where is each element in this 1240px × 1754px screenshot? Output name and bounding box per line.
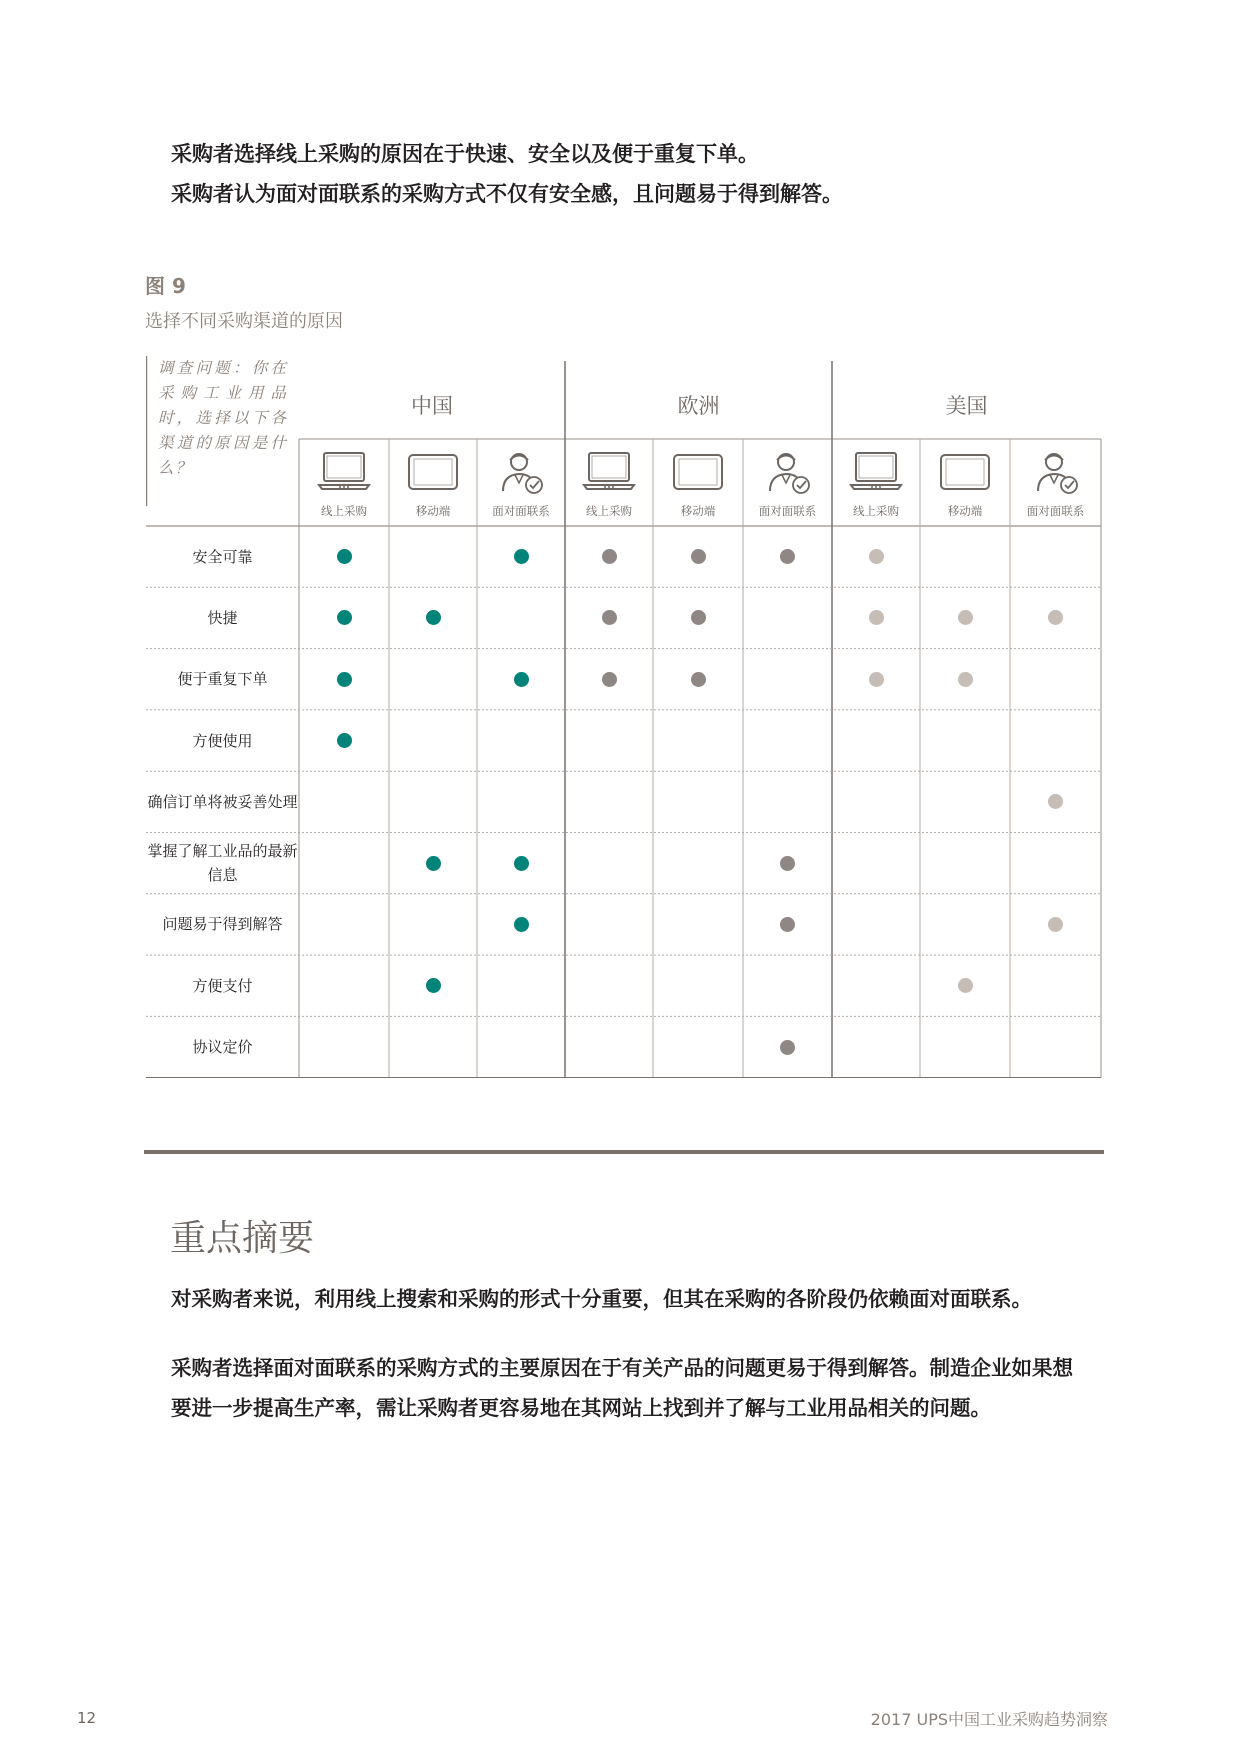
survey-question: 调查问题：你在采购工业用品时，选择以下各渠道的原因是什么？ xyxy=(158,359,288,477)
footer-title: 2017 UPS中国工业采购趋势洞察 xyxy=(870,1710,1108,1729)
intro xyxy=(171,142,843,222)
reason-dot xyxy=(869,549,884,564)
laptop-icon xyxy=(581,449,637,495)
summary-paragraph-2: 采购者选择面对面联系的采购方式的主要原因在于有关产品的问题更易于得到解答。制造企业如果想要进一步提高生产率，需让采购者更容易地在其网站上找到并了解与工业用品相关的问题。 xyxy=(171,1356,1073,1420)
reason-dot xyxy=(602,610,617,625)
reason-dot xyxy=(691,549,706,564)
intro-line-2: 采购者认为面对面联系的采购方式不仅有安全感，且问题易于得到解答。 xyxy=(171,182,843,206)
row-label: 方便支付 xyxy=(192,976,253,995)
reason-dot xyxy=(958,672,973,687)
person-check-icon xyxy=(760,449,816,495)
reason-dot xyxy=(337,549,352,564)
reason-dot xyxy=(958,610,973,625)
reason-dot xyxy=(602,549,617,564)
page-number: 12 xyxy=(77,1709,97,1727)
tablet-icon xyxy=(670,449,726,495)
reason-dot xyxy=(337,733,352,748)
channel-label: 移动端 xyxy=(415,504,451,518)
reason-dot xyxy=(426,610,441,625)
tablet-icon xyxy=(405,449,461,495)
figure-title: 选择不同采购渠道的原因 xyxy=(145,311,343,332)
reason-dot xyxy=(1048,917,1063,932)
reason-dot xyxy=(426,856,441,871)
reason-dot xyxy=(514,672,529,687)
tablet-icon xyxy=(937,449,993,495)
reason-dot xyxy=(958,978,973,993)
channel-label: 面对面联系 xyxy=(492,504,550,518)
row-label: 方便使用 xyxy=(192,731,253,750)
summary-body xyxy=(171,1286,1091,1452)
section-divider xyxy=(144,1150,1104,1154)
reason-dot xyxy=(780,917,795,932)
row-label: 安全可靠 xyxy=(192,547,253,566)
reasons-table xyxy=(146,356,1102,1078)
channel-label: 移动端 xyxy=(947,504,983,518)
reason-dot xyxy=(514,917,529,932)
channel-label: 线上采购 xyxy=(321,504,367,518)
region-header: 中国 xyxy=(411,394,453,418)
channel-label: 线上采购 xyxy=(853,504,899,518)
row-label: 快捷 xyxy=(207,608,238,627)
reason-dot xyxy=(869,672,884,687)
reason-dot xyxy=(514,549,529,564)
channel-label: 面对面联系 xyxy=(758,504,817,518)
channel-label: 面对面联系 xyxy=(1026,504,1085,518)
row-label: 掌握了解工业品的最新信息 xyxy=(147,842,298,885)
reason-dot xyxy=(780,856,795,871)
reason-dot xyxy=(426,978,441,993)
figure-label: 图 9 xyxy=(145,274,186,298)
channel-label: 线上采购 xyxy=(586,504,632,518)
row-label: 确信订单将被妥善处理 xyxy=(147,792,298,811)
region-header: 美国 xyxy=(945,394,988,418)
row-label: 问题易于得到解答 xyxy=(162,915,283,934)
row-label: 便于重复下单 xyxy=(177,670,268,689)
reason-dot xyxy=(337,610,352,625)
reason-dot xyxy=(337,672,352,687)
laptop-icon xyxy=(848,449,904,495)
reason-dot xyxy=(602,672,617,687)
reason-dot xyxy=(780,1040,795,1055)
laptop-icon xyxy=(316,449,372,495)
row-label: 协议定价 xyxy=(192,1038,253,1057)
reason-dot xyxy=(691,672,706,687)
reason-dot xyxy=(869,610,884,625)
region-header: 欧洲 xyxy=(677,394,720,418)
person-check-icon xyxy=(493,449,549,495)
person-check-icon xyxy=(1028,449,1084,495)
channel-label: 移动端 xyxy=(680,504,716,518)
intro-line-1: 采购者选择线上采购的原因在于快速、安全以及便于重复下单。 xyxy=(171,142,759,166)
reason-dot xyxy=(691,610,706,625)
summary-paragraph-1: 对采购者来说，利用线上搜索和采购的形式十分重要，但其在采购的各阶段仍依赖面对面联系。 xyxy=(171,1287,1032,1311)
reason-dot xyxy=(514,856,529,871)
summary-title: 重点摘要 xyxy=(170,1218,315,1259)
